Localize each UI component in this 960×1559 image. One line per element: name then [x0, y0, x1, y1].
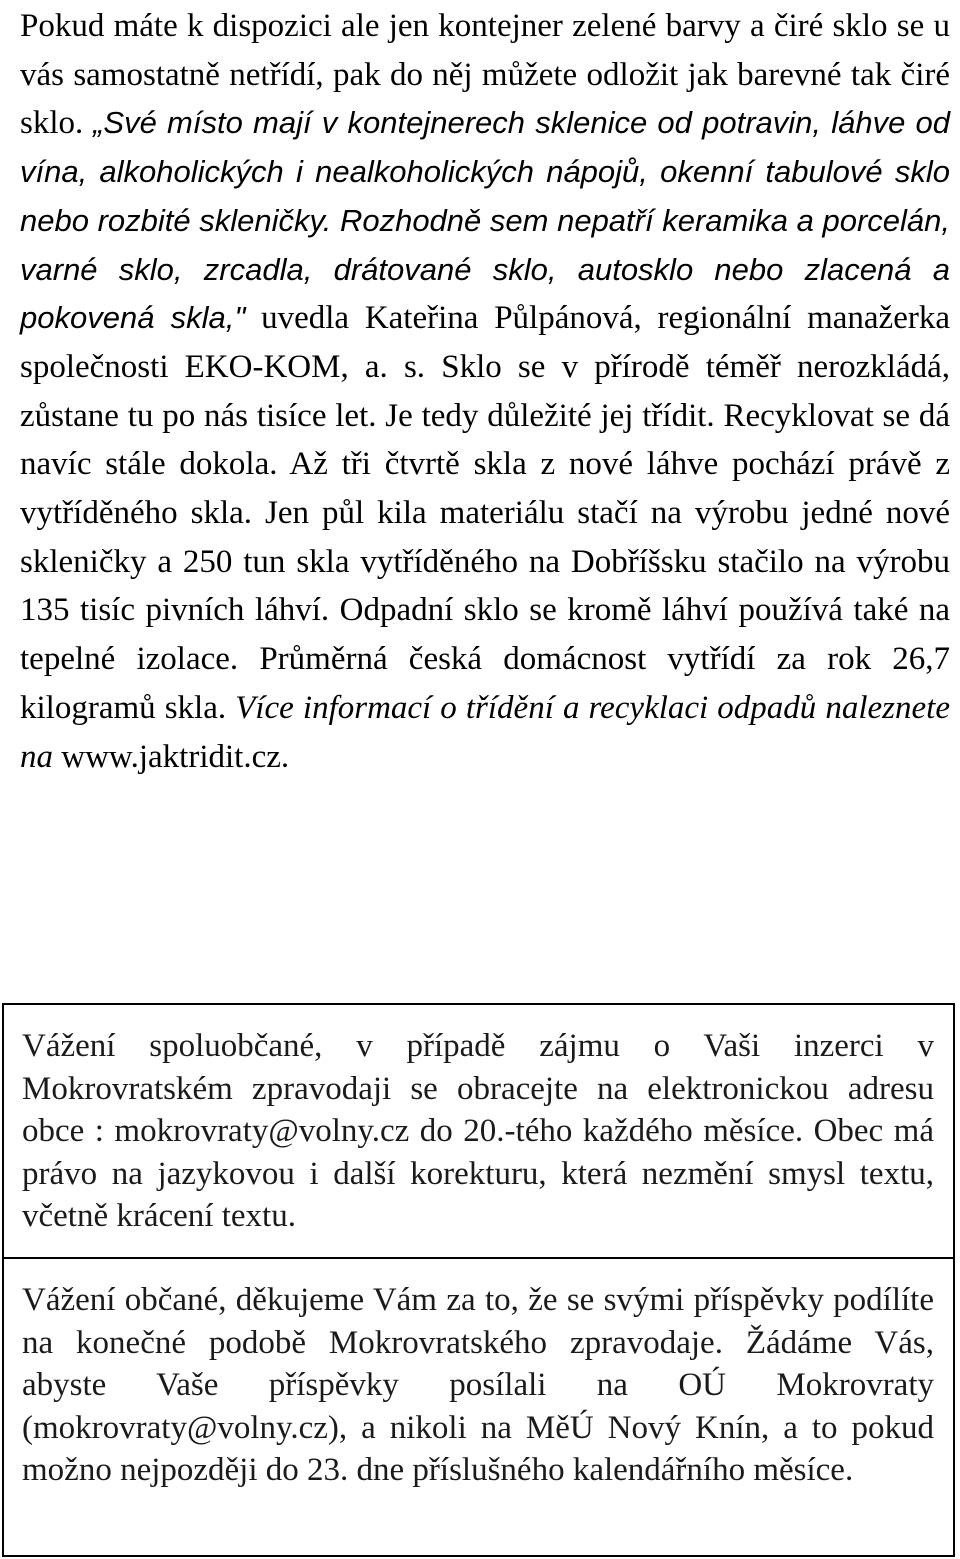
contributions-notice-box: [2, 1257, 955, 1557]
advertising-notice-box: [2, 1003, 955, 1259]
advertising-notice-text: Vážení spoluobčané, v případě zájmu o Vaši inzerci v Mokrovratském zpravodaji se obracejte na elektronickou adresu obce : mokrovraty@volny.cz do 20.-tého každého měsíce. Obec má právo na jazykovou i další korekturu, která nezmění smysl textu, včetně krácení textu.: [22, 1028, 934, 1234]
article-body: uvedla Kateřina Půlpánová, regionální manažerka společnosti EKO-KOM, a. s. Sklo se v přírodě téměř nerozkládá, zůstane tu po nás tisíce let. Je tedy důležité jej třídit. Recyklovat se dá navíc stále dokola. Až tři čtvrtě skla z nové láhve pochází právě z vytříděného skla. Jen půl kila materiálu stačí na výrobu jedné nové skleničky a 250 tun skla vytříděného na Dobříšsku stačilo na výrobu 135 tisíc pivních láhví. Odpadní sklo se kromě láhví používá také na tepelné izolace. Průměrná česká domácnost vytřídí za rok 26,7 kilogramů skla.: [20, 300, 950, 726]
website-link[interactable]: www.jaktridit.cz.: [53, 738, 290, 775]
info-text: Více informací o třídění a recyklaci odpadů naleznete na: [20, 689, 950, 775]
article-quote: „Své místo mají v kontejnerech sklenice od potravin, láhve od vína, alkoholických i nealkoholických nápojů, okenní tabulové sklo nebo rozbité skleničky. Rozhodně sem nepatří keramika a porcelán, varné sklo, zrcadla, drátované sklo, autosklo nebo zlacená a pokovená skla,": [20, 105, 950, 336]
article-intro: Pokud máte k dispozici ale jen kontejner zelené barvy a čiré sklo se u vás samostatně netřídí, pak do něj můžete odložit jak barevné tak čiré sklo.: [20, 8, 950, 142]
article-paragraph: [20, 2, 950, 781]
contributions-notice-text: Vážení občané, děkujeme Vám za to, že se svými příspěvky podílíte na konečné podobě Mokrovratského zpravodaje. Žádáme Vás, abyste Vaše příspěvky posílali na OÚ Mokrovraty (mokrovraty@volny.cz), a nikoli na MěÚ Nový Knín, a to pokud možno nejpozději do 23. dne příslušného kalendářního měsíce.: [22, 1282, 934, 1488]
